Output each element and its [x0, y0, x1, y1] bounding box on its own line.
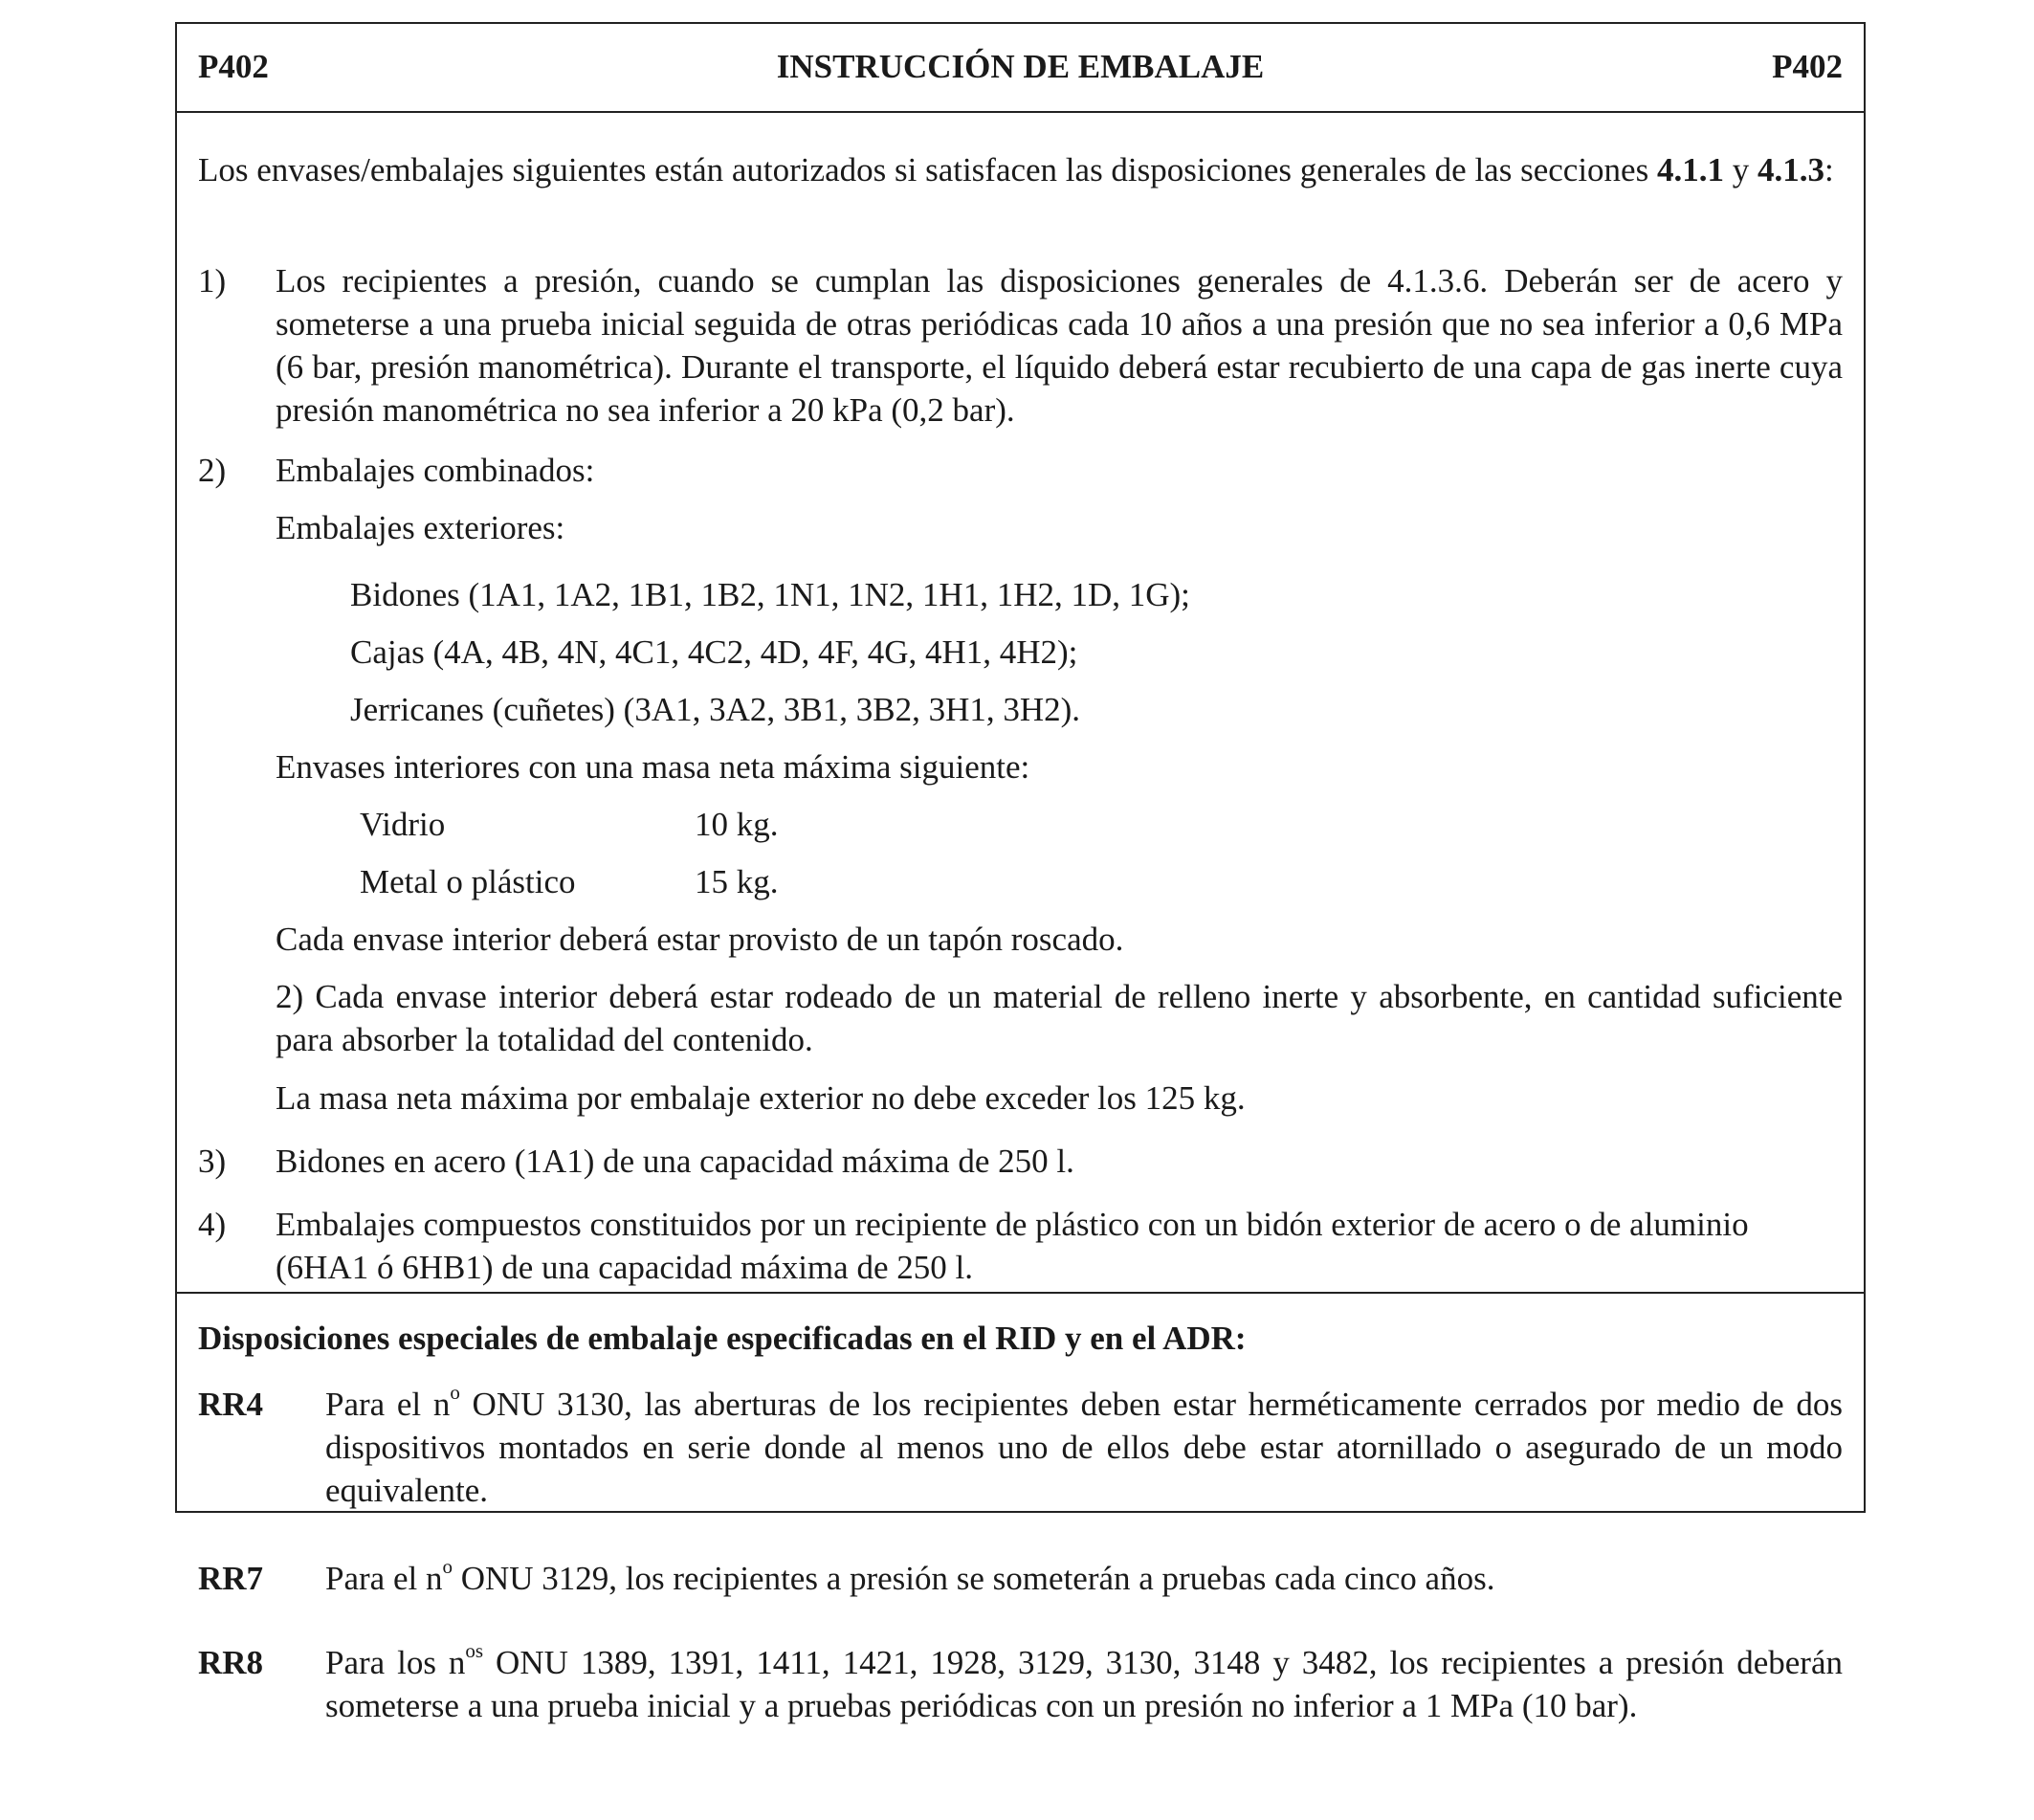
special-provisions-section — [177, 1294, 1864, 1724]
intro-ref-section-1: 4.1.1 — [1656, 151, 1724, 189]
item-number: 1) — [198, 262, 227, 300]
item-text: Bidones en acero (1A1) de una capacidad máxima de 250 l. — [276, 1143, 1074, 1180]
provision-text-pre: Para el n — [325, 1386, 451, 1423]
authorized-packagings-section — [177, 111, 1864, 1294]
inner-mass-cell: 15 kg. — [695, 863, 779, 900]
provision-text-pre: Para el n — [325, 1560, 443, 1597]
mass-note: La masa neta máxima por embalaje exterior no debe exceder los 125 kg. — [276, 1079, 1246, 1117]
inner-material-cell: Metal o plástico — [360, 863, 576, 900]
intro-text: Los envases/embalajes siguientes están autorizados si satisfacen las disposiciones generales de las secciones — [198, 151, 1649, 189]
outer-list-item: Jerricanes (cuñetes) (3A1, 3A2, 3B1, 3B2, 3H1, 3H2). — [350, 691, 1081, 728]
inner-mass-cell: 10 kg. — [695, 806, 779, 843]
provision-text-post: ONU 3129, los recipientes a presión se someterán a pruebas cada cinco años. — [452, 1560, 1495, 1597]
cap-note: Cada envase interior deberá estar provisto de un tapón roscado. — [276, 921, 1124, 958]
provision-text — [325, 1641, 1843, 1727]
provision-text — [325, 1383, 1843, 1512]
instruction-code-left: P402 — [198, 48, 269, 85]
item-number: 3) — [198, 1143, 227, 1180]
inner-material-cell: Vidrio — [360, 806, 446, 843]
provision-text-post: ONU 3130, las aberturas de los recipientes deben estar herméticamente cerrados por medio de dos dispositivos montados en serie donde al menos uno de ellos debe estar atornillado o asegurado de un modo equivalente. — [325, 1386, 1843, 1509]
item-text: Los recipientes a presión, cuando se cumplan las disposiciones generales de 4.1.3.6. Deberán ser de acero y someterse a una prueba inicial seguida de otras periódicas cada 10 años a una presión que no sea inferior a 0,6 MPa (6 bar, presión manométrica). Durante el transporte, el líquido deberá estar recubierto de una capa de gas inerte cuya presión manométrica no sea inferior a 20 kPa (0,2 bar). — [276, 262, 1843, 429]
item-number: 4) — [198, 1206, 227, 1243]
outer-packagings-title: Embalajes exteriores: — [276, 509, 565, 546]
special-provisions-title: Disposiciones especiales de embalaje especificadas en el RID y en el ADR: — [198, 1320, 1247, 1357]
provision-code: RR4 — [198, 1386, 264, 1423]
intro-tail: : — [1824, 151, 1834, 189]
provision-text-sup: os — [465, 1639, 484, 1663]
inner-packagings-title: Envases interiores con una masa neta máxima siguiente: — [276, 748, 1030, 786]
packing-instruction-box — [175, 22, 1866, 1724]
outer-list-item: Cajas (4A, 4B, 4N, 4C1, 4C2, 4D, 4F, 4G, 4H1, 4H2); — [350, 633, 1078, 671]
item-number: 2) — [198, 452, 227, 489]
intro-paragraph — [198, 148, 1843, 191]
provision-text-sup: o — [442, 1555, 453, 1579]
combined-packaging-title: Embalajes combinados: — [276, 452, 595, 489]
provision-text-pre: Para los n — [325, 1644, 466, 1681]
intro-ref-section-2: 4.1.3 — [1757, 151, 1824, 189]
provision-text — [325, 1557, 1843, 1600]
provision-code: RR8 — [198, 1644, 264, 1681]
instruction-title: INSTRUCCIÓN DE EMBALAJE — [776, 48, 1265, 85]
instruction-code-right: P402 — [1772, 48, 1843, 85]
provision-text-post: ONU 1389, 1391, 1411, 1421, 1928, 3129, 3130, 3148 y 3482, los recipientes a presión deberán someterse a una prueba inicial y a pruebas periódicas con un presión no inferior a 1 MPa (10 bar). — [325, 1644, 1843, 1724]
fill-note: 2) Cada envase interior deberá estar rodeado de un material de relleno inerte y absorbente, en cantidad suficiente para absorber la totalidad del contenido. — [276, 978, 1843, 1058]
provision-text-sup: o — [450, 1381, 460, 1405]
outer-list-item: Bidones (1A1, 1A2, 1B1, 1B2, 1N1, 1N2, 1H1, 1H2, 1D, 1G); — [350, 576, 1190, 613]
intro-conj: y — [1723, 151, 1758, 189]
instruction-header — [177, 24, 1864, 113]
item-text: Embalajes compuestos constituidos por un recipiente de plástico con un bidón exterior de acero o de aluminio (6HA1 ó 6HB1) de una capacidad máxima de 250 l. — [276, 1206, 1749, 1286]
provision-code: RR7 — [198, 1560, 264, 1597]
